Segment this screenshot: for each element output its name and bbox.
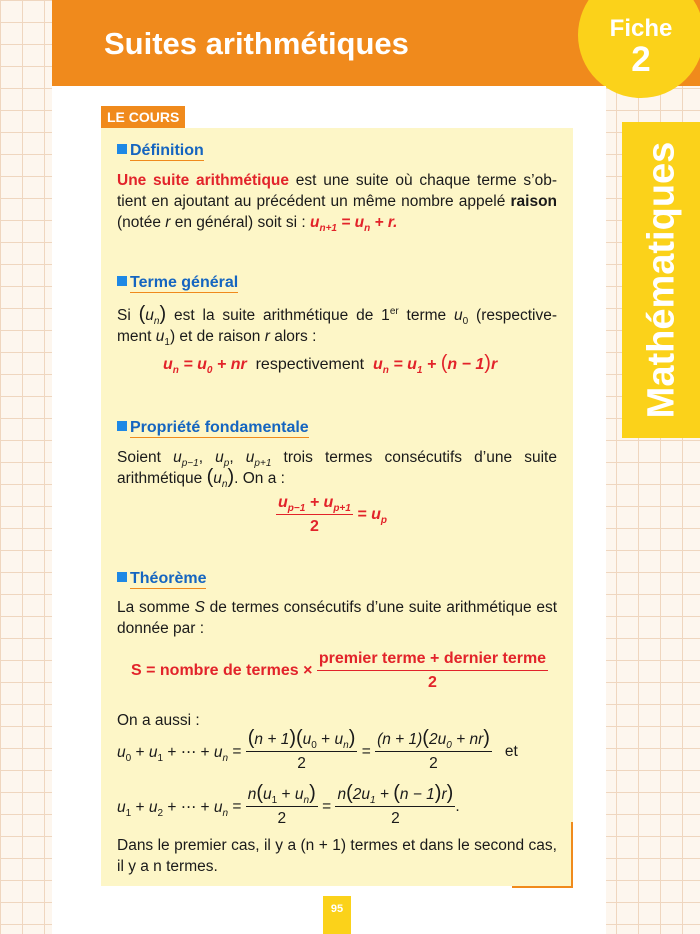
course-box-corner xyxy=(571,822,573,888)
definition-text: Une suite arithmétique est une suite où chaque terme s’ob- tient en ajoutant au précédent un même nombre appelé raison (notée r en général) soit si : $u_{n+1} = u_n + r$. xyxy=(117,172,557,234)
subject-tab-label: Mathématiques xyxy=(640,141,683,419)
square-bullet-icon xyxy=(117,421,127,431)
section-title-definition: Définition xyxy=(117,142,204,160)
page-number: 95 xyxy=(323,896,351,934)
theoreme-conclusion: Dans le premier cas, il y a (n + 1) termes et dans le second cas, il y a n termes. xyxy=(117,837,557,875)
terme-general-text: Si $(u_n)$ est la suite arithmétique de 1er terme $u_0$ (respective- ment $u_1$) et de raison r alors : xyxy=(117,303,558,349)
course-box-corner xyxy=(512,886,573,888)
on-a-aussi: On a aussi : xyxy=(117,712,200,729)
sum-formula-1: $u_0 + u_1$ + ⋯ + $u_n$ = $\frac{(n + 1)(u_0 + u_n)}{2}$ = $\frac{(n + 1)(2u_0 + nr)}{2}$ et xyxy=(117,727,518,772)
section-title-terme-general: Terme général xyxy=(117,274,238,292)
cours-label: LE COURS xyxy=(101,106,185,128)
propriete-formula: $\frac{u_{p-1} + u_{p+1}}{2}$ = $u_p$ xyxy=(278,494,387,535)
theoreme-formula: S = nombre de termes × $\frac{\text{premier terme + dernier terme}}{2}$ xyxy=(131,650,547,691)
definition-formula: $u_{n+1} = u_n + r$. xyxy=(310,214,398,234)
theoreme-text: La somme S de termes consécutifs d’une suite arithmétique est donnée par : xyxy=(117,599,558,637)
propriete-text: Soient $u_{p-1}$, $u_p$, $u_{p+1}$ trois termes consécutifs d’une suite arithmétique $(u_n)$. On a : xyxy=(117,449,557,490)
page-title: Suites arithmétiques xyxy=(104,26,409,61)
square-bullet-icon xyxy=(117,144,127,154)
square-bullet-icon xyxy=(117,276,127,286)
section-title-theoreme: Théorème xyxy=(117,570,206,588)
sum-formula-2: $u_1 + u_2$ + ⋯ + $u_n$ = $\frac{n(u_1 + u_n)}{2}$ = $\frac{n(2u_1 + (n - 1)r)}{2}$ . xyxy=(117,782,460,827)
fiche-label: Fiche xyxy=(609,15,673,42)
terme-general-formula: $u_n = u_0$ + nr respectivement $u_n = u_1 + (n - 1)r$ xyxy=(163,352,498,376)
fiche-number: 2 xyxy=(631,40,651,79)
section-title-propriete: Propriété fondamentale xyxy=(117,419,309,437)
square-bullet-icon xyxy=(117,572,127,582)
